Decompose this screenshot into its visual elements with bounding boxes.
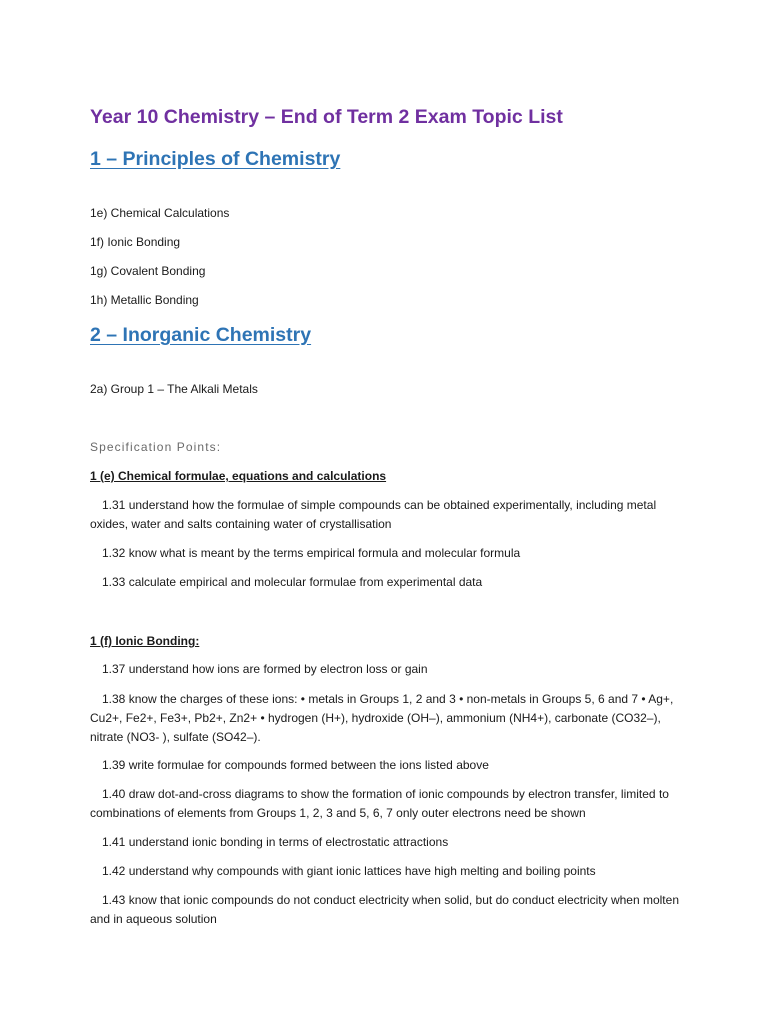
spec-point: 1.32 know what is meant by the terms empirical formula and molecular formula — [102, 546, 521, 560]
spec-section-heading: 1 (e) Chemical formulae, equations and calculations — [90, 469, 387, 483]
spec-point: 1.31 understand how the formulae of simple compounds can be obtained experimentally, including metal oxides, water and salts containing water of crystallisation — [90, 498, 657, 531]
spec-point: 1.33 calculate empirical and molecular formulae from experimental data — [102, 575, 483, 589]
topic-item: 1h) Metallic Bonding — [90, 293, 199, 307]
topic-item: 1g) Covalent Bonding — [90, 264, 206, 278]
spec-section-heading: 1 (f) Ionic Bonding: — [90, 634, 200, 648]
topic-item: 2a) Group 1 – The Alkali Metals — [90, 382, 258, 396]
section-heading-inorganic: 2 – Inorganic Chemistry — [90, 324, 312, 346]
spec-point: 1.40 draw dot-and-cross diagrams to show the formation of ionic compounds by electron transfer, limited to combinations of elements from Groups 1, 2, 3 and 5, 6, 7 only outer electrons need be shown — [90, 787, 669, 820]
section-heading-principles: 1 – Principles of Chemistry — [90, 148, 341, 170]
spec-point: 1.41 understand ionic bonding in terms of electrostatic attractions — [102, 835, 449, 849]
spec-point: 1.37 understand how ions are formed by electron loss or gain — [102, 662, 428, 676]
topic-item: 1f) Ionic Bonding — [90, 235, 181, 249]
document-title: Year 10 Chemistry – End of Term 2 Exam Topic List — [90, 106, 563, 128]
spec-point: 1.39 write formulae for compounds formed between the ions listed above — [102, 758, 489, 772]
spec-point: 1.43 know that ionic compounds do not conduct electricity when solid, but do conduct electricity when molten and in aqueous solution — [90, 893, 679, 926]
spec-point: 1.38 know the charges of these ions: • metals in Groups 1, 2 and 3 • non-metals in Groups 5, 6 and 7 • Ag+, Cu2+, Fe2+, Fe3+, Pb2+, Zn2+ • hydrogen (H+), hydroxide (OH–), ammonium (NH4+), carbonate (CO32–), nitrate (NO3- ), sulfate (SO42–). — [90, 692, 674, 744]
spec-point: 1.42 understand why compounds with giant ionic lattices have high melting and boiling points — [102, 864, 596, 878]
topic-item: 1e) Chemical Calculations — [90, 206, 230, 220]
specification-label: Specification Points: — [90, 440, 222, 454]
